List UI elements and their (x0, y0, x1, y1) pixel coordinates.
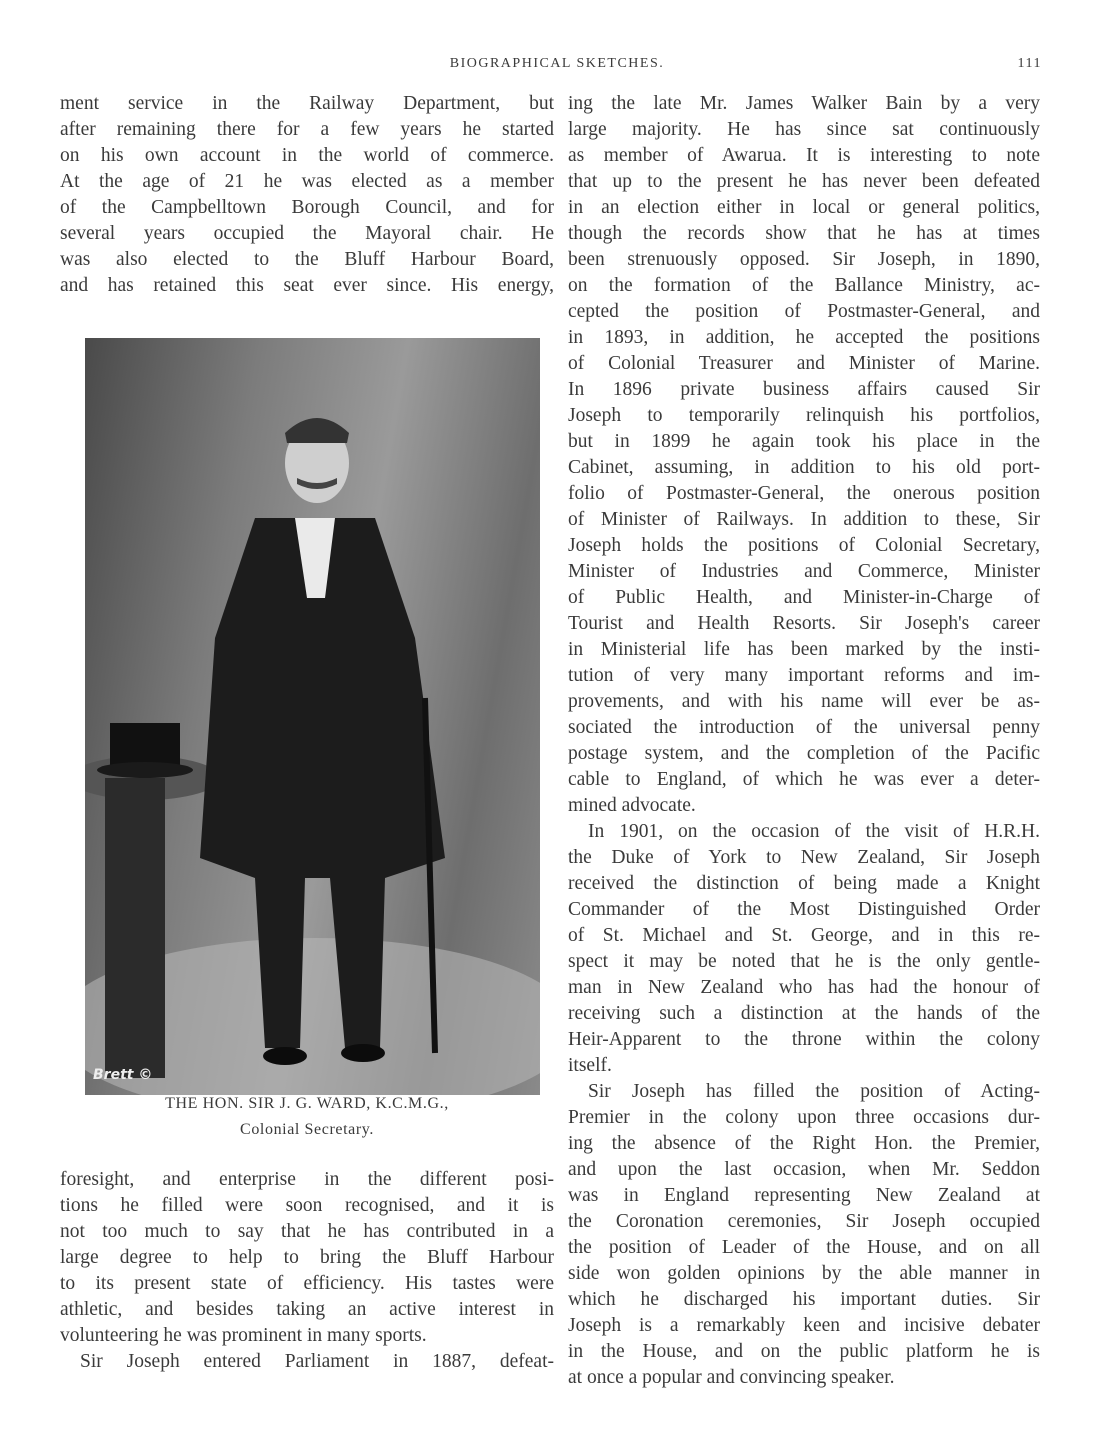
text-line: not too much to say that he has contributed in a (60, 1221, 554, 1242)
text-line: large majority. He has since sat continuously (568, 119, 1040, 140)
running-title: BIOGRAPHICAL SKETCHES. (449, 56, 665, 71)
text-line: several years occupied the Mayoral chair. He (60, 223, 554, 244)
text-line: folio of Postmaster-General, the onerous position (568, 483, 1040, 504)
text-line: in an election either in local or general politics, (568, 197, 1040, 218)
text-line: tution of very many important reforms and im- (568, 665, 1040, 686)
left-column-bottom-text (60, 1167, 554, 1375)
text-line: of Minister of Railways. In addition to these, Sir (568, 509, 1040, 530)
text-line: Commander of the Most Distinguished Order (568, 899, 1040, 920)
text-line: at once a popular and convincing speaker. (568, 1367, 895, 1388)
text-line: itself. (568, 1055, 612, 1076)
text-line: volunteering he was prominent in many sports. (60, 1325, 427, 1346)
text-line: on the formation of the Ballance Ministry, ac- (568, 275, 1040, 296)
text-line: of Colonial Treasurer and Minister of Marine. (568, 353, 1040, 374)
text-line: receiving such a distinction at the hands of the (568, 1003, 1040, 1024)
text-line: Joseph holds the positions of Colonial Secretary, (568, 535, 1040, 556)
text-line: In 1901, on the occasion of the visit of H.R.H. (588, 821, 1040, 842)
text-line: tions he filled were soon recognised, and it is (60, 1195, 554, 1216)
figure-caption-title: THE HON. SIR J. G. WARD, K.C.M.G., (165, 1095, 449, 1112)
text-line: Heir-Apparent to the throne within the colony (568, 1029, 1040, 1050)
text-line: and has retained this seat ever since. His energy, (60, 275, 554, 296)
text-line: received the distinction of being made a Knight (568, 873, 1040, 894)
page-number: 111 (1017, 56, 1042, 71)
text-line: mined advocate. (568, 795, 696, 816)
text-line: side won golden opinions by the able manner in (568, 1263, 1040, 1284)
figure-caption-subtitle: Colonial Secretary. (240, 1121, 374, 1138)
text-line: athletic, and besides taking an active interest in (60, 1299, 554, 1320)
text-line: though the records show that he has at times (568, 223, 1040, 244)
text-line: Minister of Industries and Commerce, Minister (568, 561, 1040, 582)
text-line: man in New Zealand who has had the honour of (568, 977, 1040, 998)
photographer-signature: Brett © (93, 1067, 153, 1083)
text-line: been strenuously opposed. Sir Joseph, in 1890, (568, 249, 1040, 270)
text-line: the Duke of York to New Zealand, Sir Joseph (568, 847, 1040, 868)
text-line: which he discharged his important duties. Sir (568, 1289, 1040, 1310)
running-header (0, 56, 1114, 78)
text-line: and upon the last occasion, when Mr. Seddon (568, 1159, 1040, 1180)
text-line: in Ministerial life has been marked by the insti- (568, 639, 1040, 660)
text-line: in the House, and on the public platform he is (568, 1341, 1040, 1362)
text-line: Joseph is a remarkably keen and incisive debater (568, 1315, 1040, 1336)
text-line: of Public Health, and Minister-in-Charge of (568, 587, 1040, 608)
portrait-photo (85, 338, 540, 1095)
text-line: of the Campbelltown Borough Council, and for (60, 197, 554, 218)
text-line: Cabinet, assuming, in addition to his old port- (568, 457, 1040, 478)
text-line: cable to England, of which he was ever a deter- (568, 769, 1040, 790)
text-line: on his own account in the world of commerce. (60, 145, 554, 166)
text-line: Sir Joseph entered Parliament in 1887, defeat- (80, 1351, 554, 1372)
text-line: Tourist and Health Resorts. Sir Joseph's career (568, 613, 1040, 634)
text-line: as member of Awarua. It is interesting to note (568, 145, 1040, 166)
text-line: after remaining there for a few years he started (60, 119, 554, 140)
text-line: that up to the present he has never been defeated (568, 171, 1040, 192)
text-line: Sir Joseph has filled the position of Acting- (588, 1081, 1040, 1102)
text-line: ing the late Mr. James Walker Bain by a very (568, 93, 1040, 114)
left-column-top-text (60, 91, 554, 299)
text-line: ment service in the Railway Department, but (60, 93, 554, 114)
text-line: was in England representing New Zealand at (568, 1185, 1040, 1206)
text-line: postage system, and the completion of the Pacific (568, 743, 1040, 764)
right-column-text (568, 91, 1040, 1391)
text-line: Joseph to temporarily relinquish his portfolios, (568, 405, 1040, 426)
text-line: sociated the introduction of the universal penny (568, 717, 1040, 738)
text-line: provements, and with his name will ever be as- (568, 691, 1040, 712)
text-line: ing the absence of the Right Hon. the Premier, (568, 1133, 1040, 1154)
portrait-illustration (85, 338, 540, 1095)
text-line: was also elected to the Bluff Harbour Board, (60, 249, 554, 270)
text-line: the Coronation ceremonies, Sir Joseph occupied (568, 1211, 1040, 1232)
text-line: spect it may be noted that he is the only gentle- (568, 951, 1040, 972)
text-line: In 1896 private business affairs caused Sir (568, 379, 1040, 400)
text-line: in 1893, in addition, he accepted the positions (568, 327, 1040, 348)
text-line: large degree to help to bring the Bluff Harbour (60, 1247, 554, 1268)
text-line: of St. Michael and St. George, and in this re- (568, 925, 1040, 946)
text-line: but in 1899 he again took his place in the (568, 431, 1040, 452)
text-line: foresight, and enterprise in the different posi- (60, 1169, 554, 1190)
text-line: cepted the position of Postmaster-General, and (568, 301, 1040, 322)
text-line: Premier in the colony upon three occasions dur- (568, 1107, 1040, 1128)
text-line: At the age of 21 he was elected as a member (60, 171, 554, 192)
text-line: the position of Leader of the House, and on all (568, 1237, 1040, 1258)
text-line: to its present state of efficiency. His tastes were (60, 1273, 554, 1294)
